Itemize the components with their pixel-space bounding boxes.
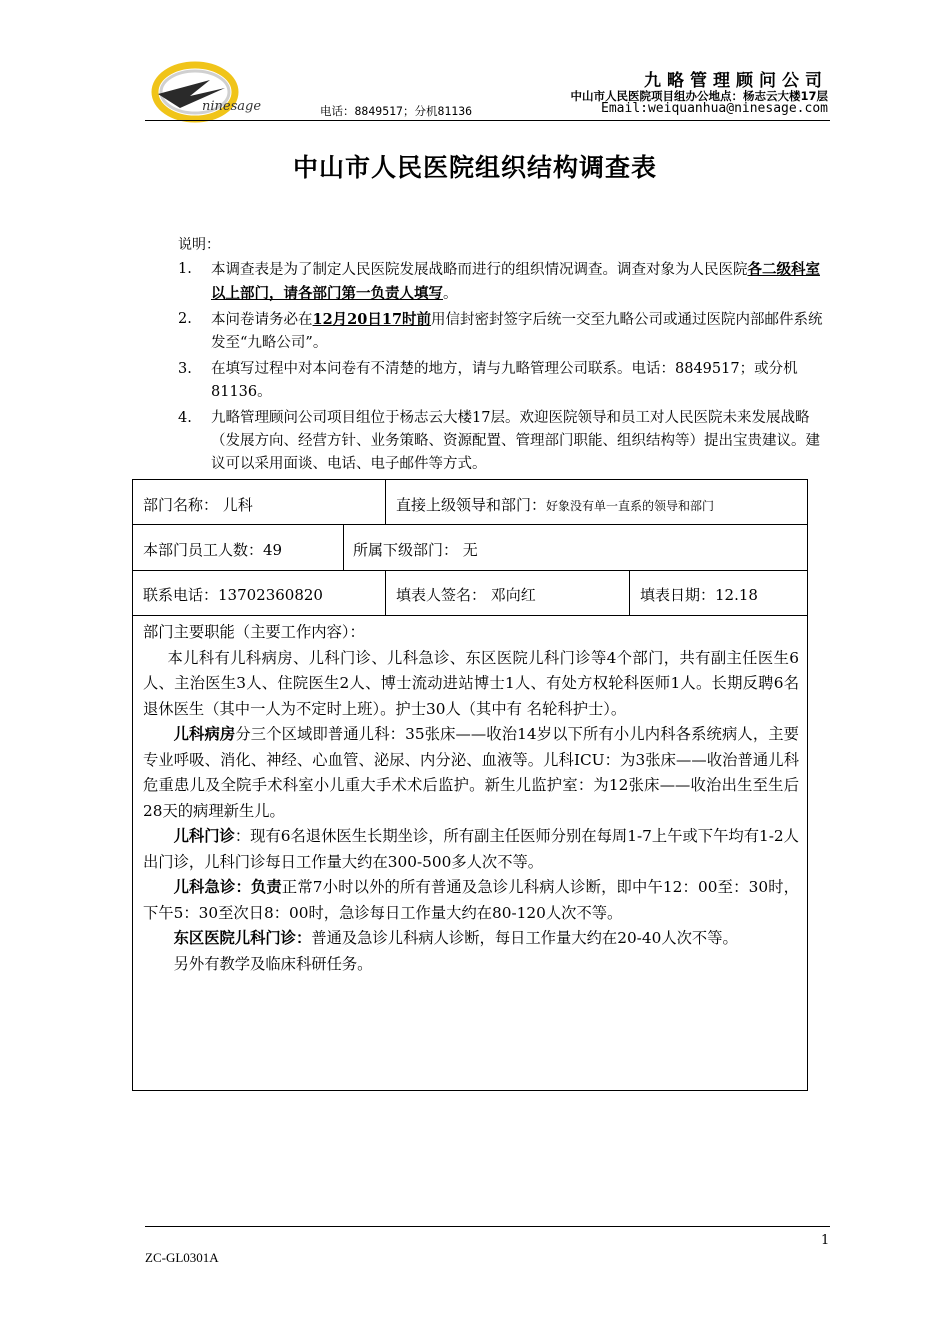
functions-paragraph: 另外有教学及临床科研任务。 (173, 954, 373, 973)
note-number: 4. (178, 410, 192, 426)
note-text: 本问卷请务必在12月20日17时前用信封密封签字后统一交至九略公司或通过医院内部邮件系统发至“九略公司”。 (211, 311, 823, 351)
page-number: 1 (821, 1233, 830, 1248)
document-code: ZC-GL0301A (145, 1250, 219, 1265)
fill-date-field: 填表日期：12.18 (640, 586, 758, 604)
functions-paragraph: 儿科病房分三个区域即普通儿科：35张床——收治14岁以下所有小儿内科各系统病人，主要专业呼吸、消化、神经、心血管、泌尿、内分泌、血液等。儿科ICU：为3张床——收治普通儿科危重患儿及全院手术科室小儿重大手术术后监护。新生儿监护室：为12张床——收治出生至生后28天的病理新生儿。 (143, 725, 799, 820)
dept-functions-section (143, 620, 799, 977)
functions-paragraph: 本儿科有儿科病房、儿科门诊、儿科急诊、东区医院儿科门诊等4个部门，共有副主任医生6人、主治医生3人、住院医生2人、博士流动进站博士1人、有处方权轮科医师1人。长期反聘6名退休医生（其中一人为不定时上班）。护士30人（其中有 名轮科护士）。 (143, 648, 799, 718)
logo-text: ninesage (202, 99, 262, 114)
header-phone: 电话：8849517；分机81136 (320, 104, 473, 118)
contact-phone-field: 联系电话：13702360820 (143, 586, 323, 604)
company-name: 九略管理顾问公司 (644, 71, 828, 91)
note-number: 1. (178, 261, 192, 277)
functions-paragraph: 儿科门诊：现有6名退休医生长期坐诊，所有副主任医师分别在每周1-7上午或下午均有1-2人出门诊，儿科门诊每日工作量大约在300-500多人次不等。 (143, 827, 799, 871)
dept-name-field: 部门名称： 儿科 (143, 496, 253, 514)
survey-form-table (132, 479, 808, 1091)
page-title: 中山市人民医院组织结构调查表 (292, 153, 657, 182)
superior-value: 好象没有单一直系的领导和部门 (546, 499, 715, 513)
header-email: Email:weiquanhua@ninesage.com (601, 101, 828, 116)
superior-field: 直接上级领导和部门：好象没有单一直系的领导和部门 (396, 496, 715, 514)
note-text: 在填写过程中对本问卷有不清楚的地方，请与九略管理公司联系。电话：8849517；或分机81136。 (211, 361, 798, 400)
note-number: 3. (178, 361, 192, 377)
header-divider (145, 120, 830, 121)
subordinate-field: 所属下级部门： 无 (353, 541, 478, 559)
filler-signature-field: 填表人签名： 邓向红 (396, 586, 536, 604)
notes-label: 说明： (178, 237, 220, 253)
functions-label: 部门主要职能（主要工作内容）： (143, 623, 365, 641)
staff-count-field: 本部门员工人数：49 (143, 541, 283, 559)
company-logo (150, 58, 265, 126)
project-office: 中山市人民医院项目组办公地点：杨志云大楼17层 (570, 89, 828, 103)
note-text: 本调查表是为了制定人民医院发展战略而进行的组织情况调查。调查对象为人民医院各二级科室以上部门，请各部门第一负责人填写。 (211, 261, 820, 302)
functions-paragraph: 东区医院儿科门诊：普通及急诊儿科病人诊断，每日工作量大约在20-40人次不等。 (173, 929, 738, 947)
note-text: 九略管理顾问公司项目组位于杨志云大楼17层。欢迎医院领导和员工对人民医院未来发展战略（发展方向、经营方针、业务策略、资源配置、管理部门职能、组织结构等）提出宝贵建议。建议可以采用面谈、电话、电子邮件等方式。 (211, 410, 820, 472)
note-number: 2. (178, 311, 192, 327)
footer-divider (145, 1226, 830, 1227)
functions-paragraph: 儿科急诊：负责正常7小时以外的所有普通及急诊儿科病人诊断，即中午12：00至：30时，下午5：30至次日8：00时，急诊每日工作量大约在80-120人次不等。 (143, 878, 799, 922)
